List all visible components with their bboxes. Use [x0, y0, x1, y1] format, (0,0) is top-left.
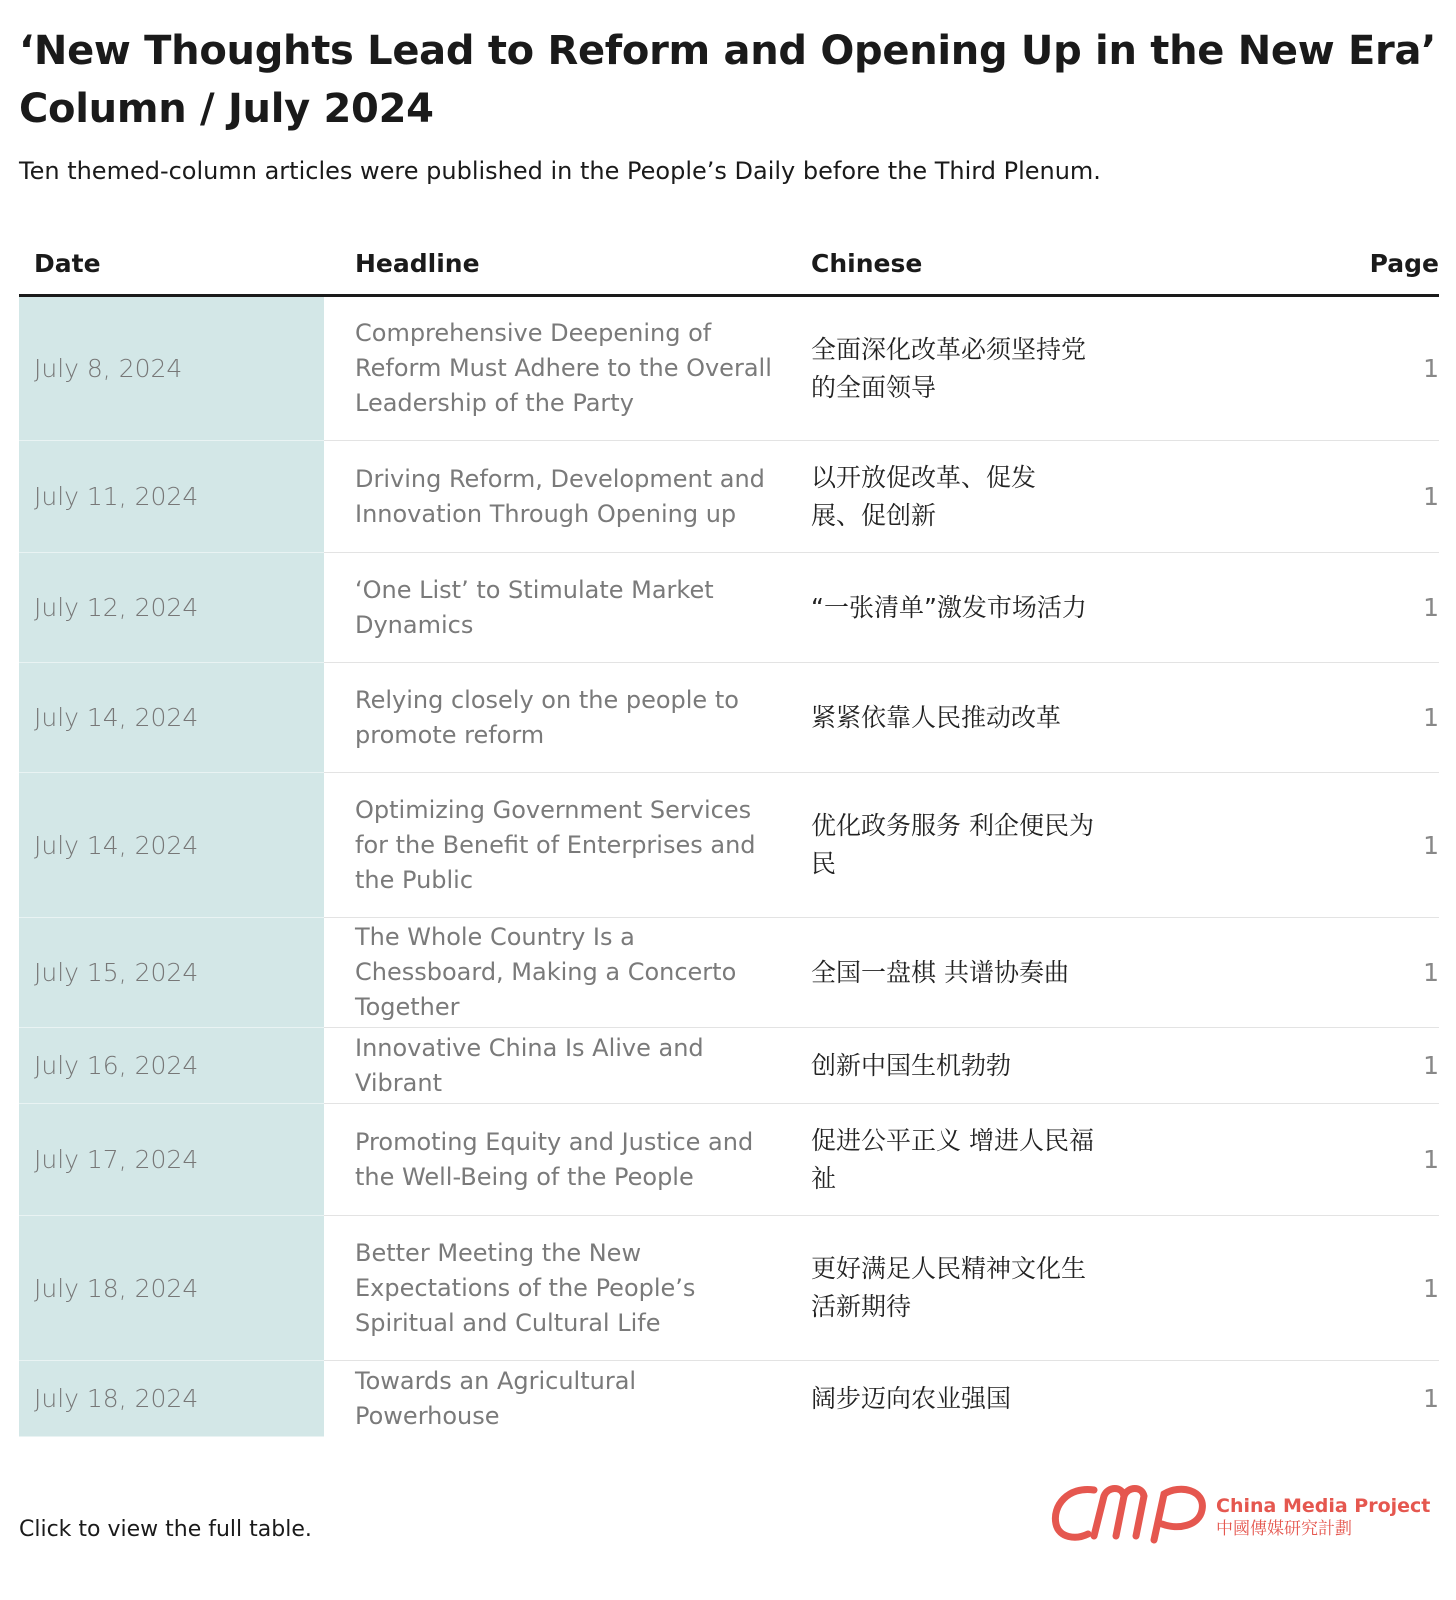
cell-page: 1 — [1266, 553, 1439, 663]
page-subtitle: Ten themed-column articles were published in the People’s Daily before the Third Plenum. — [19, 157, 1101, 185]
cell-headline: Optimizing Government Services for the Benefit of Enterprises and the Public — [324, 773, 796, 918]
cell-date: July 18, 2024 — [19, 1361, 324, 1437]
table-row — [19, 296, 1439, 441]
articles-table — [19, 232, 1439, 1437]
cell-headline: The Whole Country Is a Chessboard, Making a Concerto Together — [324, 918, 796, 1028]
header-page: Page — [1266, 232, 1439, 296]
header-chinese: Chinese — [796, 232, 1266, 296]
cell-page: 1 — [1266, 773, 1439, 918]
view-full-table-link[interactable]: Click to view the full table. — [19, 1517, 312, 1542]
cell-headline: Comprehensive Deepening of Reform Must Adhere to the Overall Leadership of the Party — [324, 296, 796, 441]
table-row — [19, 441, 1439, 553]
cell-headline: ‘One List’ to Stimulate Market Dynamics — [324, 553, 796, 663]
table-header-row — [19, 232, 1439, 296]
table-row — [19, 553, 1439, 663]
cell-date: July 11, 2024 — [19, 441, 324, 553]
cell-date: July 14, 2024 — [19, 663, 324, 773]
cell-date: July 15, 2024 — [19, 918, 324, 1028]
cell-chinese: 优化政务服务 利企便民为民 — [796, 773, 1266, 918]
cell-chinese: 创新中国生机勃勃 — [796, 1028, 1266, 1104]
cell-chinese: “一张清单”激发市场活力 — [796, 553, 1266, 663]
cell-date: July 12, 2024 — [19, 553, 324, 663]
cell-date: July 14, 2024 — [19, 773, 324, 918]
cell-page: 1 — [1266, 1104, 1439, 1216]
logo-name: China Media Project — [1216, 1495, 1431, 1517]
table-row — [19, 773, 1439, 918]
cell-chinese: 更好满足人民精神文化生活新期待 — [796, 1216, 1266, 1361]
cell-date: July 8, 2024 — [19, 296, 324, 441]
cell-headline: Better Meeting the New Expectations of the People’s Spiritual and Cultural Life — [324, 1216, 796, 1361]
cell-page: 1 — [1266, 296, 1439, 441]
cell-page: 1 — [1266, 1216, 1439, 1361]
cell-date: July 17, 2024 — [19, 1104, 324, 1216]
cell-chinese: 促进公平正义 增进人民福祉 — [796, 1104, 1266, 1216]
table-row — [19, 1216, 1439, 1361]
cell-headline: Innovative China Is Alive and Vibrant — [324, 1028, 796, 1104]
cell-date: July 16, 2024 — [19, 1028, 324, 1104]
page-title: ‘New Thoughts Lead to Reform and Opening Up in the New Era’ Column / July 2024 — [19, 28, 1437, 132]
cell-page: 1 — [1266, 663, 1439, 773]
cell-headline: Relying closely on the people to promote reform — [324, 663, 796, 773]
table-row — [19, 1028, 1439, 1104]
cell-page: 1 — [1266, 441, 1439, 553]
cell-chinese: 阔步迈向农业强国 — [811, 1383, 1012, 1413]
cell-headline: Driving Reform, Development and Innovation Through Opening up — [324, 441, 796, 553]
table-row — [19, 1104, 1439, 1216]
cell-chinese: 以开放促改革、促发展、促创新 — [796, 441, 1266, 553]
logo-name-chinese: 中國傳媒研究計劃 — [1216, 1519, 1352, 1539]
china-media-project-logo[interactable] — [1050, 1480, 1431, 1550]
cmp-logo-icon — [1050, 1480, 1210, 1546]
cell-page: 1 — [1266, 1028, 1439, 1104]
table-row — [19, 1361, 1439, 1437]
cell-headline: Towards an Agricultural Powerhouse — [355, 1366, 637, 1430]
cell-headline: Promoting Equity and Justice and the Well-Being of the People — [324, 1104, 796, 1216]
cell-chinese: 紧紧依靠人民推动改革 — [796, 663, 1266, 773]
table-row — [19, 918, 1439, 1028]
cell-date: July 18, 2024 — [19, 1216, 324, 1361]
cell-page: 1 — [1266, 918, 1439, 1028]
header-date: Date — [19, 232, 324, 296]
cell-chinese: 全面深化改革必须坚持党的全面领导 — [796, 296, 1266, 441]
table-row — [19, 663, 1439, 773]
header-headline: Headline — [324, 232, 796, 296]
cell-chinese: 全国一盘棋 共谱协奏曲 — [796, 918, 1266, 1028]
cell-page: 1 — [1423, 1384, 1439, 1414]
